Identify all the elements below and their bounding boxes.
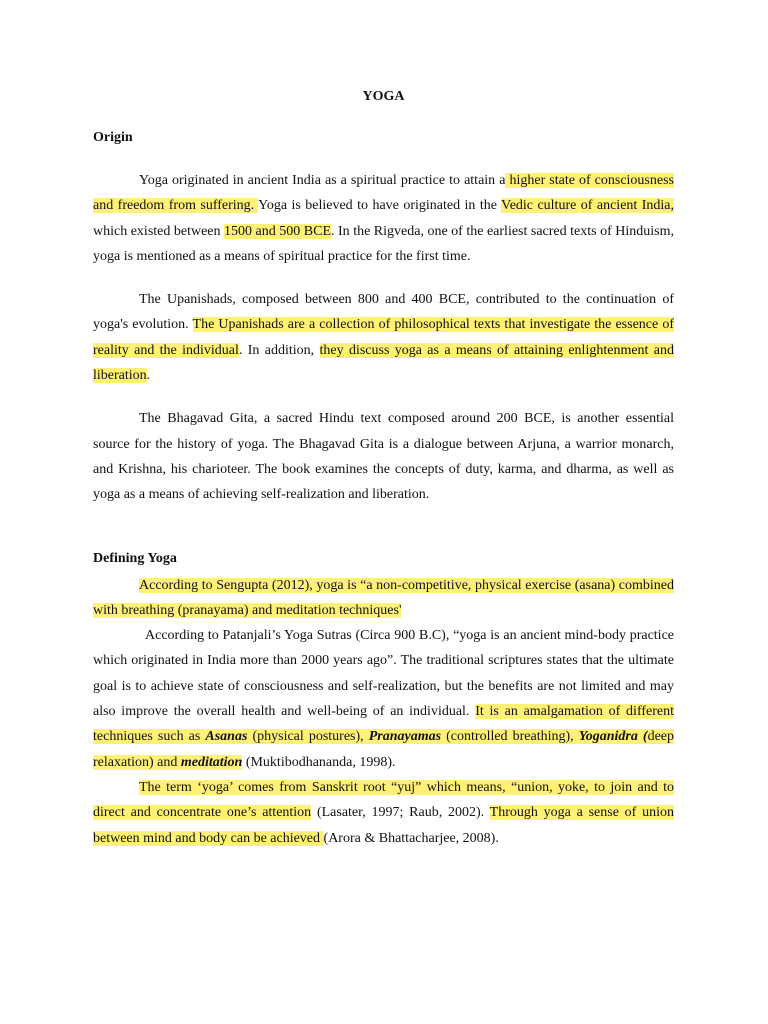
paragraph-defining-2 [93,623,674,775]
highlighted-text: 1500 and 500 BCE [224,223,332,239]
highlighted-bold-italic-text: Pranayamas [368,729,442,745]
section-heading-defining-yoga: Defining Yoga [93,550,177,566]
text-segment: (Lasater, 1997; Raub, 2002). [311,805,490,821]
text-segment: The Bhagavad Gita, a sacred Hindu text composed around 200 BCE, is another essential source for the history of yoga. The Bhagavad Gita is a dialogue between Arjuna, a warrior monarch, and Krishna, his charioteer. The book examines the concepts of duty, karma, and dharma, as well as yoga as a means of achieving self-realization and liberation. [93,411,674,503]
highlighted-bold-italic-text: meditation [180,754,243,770]
highlighted-text: they discuss yoga as a means of attaining enlightenment and liberation [93,342,675,384]
highlighted-text: Vedic culture of ancient India, [501,198,674,214]
highlighted-text: The Upanishads are a collection of philosophical texts that investigate the essence of reality and the individual [93,317,674,358]
text-segment: . In addition, [238,342,320,358]
section-heading-origin: Origin [93,130,133,145]
paragraph-defining-3 [93,775,674,851]
text-segment: (Muktibodhananda, 1998). [242,754,396,770]
highlighted-text: The term ‘yoga’ comes from Sanskrit root “yuj” which means, “union, yoke, to join and to direct and concentrate one’s attention [93,779,674,821]
paragraph-origin-2 [93,287,674,388]
text-segment: . In the Rigveda, one of the earliest sacred texts of Hinduism, yoga is mentioned as a means of spiritual practice for the first time. [93,223,675,264]
text-segment: . [146,368,151,384]
text-segment: Yoga originated in ancient India as a spiritual practice to attain a [139,173,506,188]
document-title: YOGA [362,89,405,104]
paragraph-defining-1 [93,573,674,624]
document-page [93,84,674,851]
paragraph-origin-1 [93,168,674,269]
text-segment: According to Patanjali’s Yoga Sutras (Circa 900 B.C), “yoga is an ancient mind-body practice which originated in India more than 2000 years ago”. The traditional scriptures states that the ultimate goal is to achieve state of consciousness and self-realization, but the benefits are not limited and may also improve the overall health and well-being of an individual. [93,628,674,720]
highlighted-text: higher state of consciousness and freedom from suffering. [93,173,674,214]
paragraph-origin-3 [93,406,674,507]
highlighted-text: deep relaxation) and [93,729,675,770]
highlighted-text: (physical postures), [247,729,369,745]
highlighted-text: Through yoga a sense of union between mind and body can be achieved [93,805,674,846]
text-segment: Yoga is believed to have originated in the [258,198,502,214]
highlighted-bold-italic-text: Asanas [205,729,248,745]
text-segment: (Arora & Bhattacharjee, 2008). [323,830,499,846]
highlighted-text: (controlled breathing), [441,729,579,745]
highlighted-text: According to Sengupta (2012), yoga is “a non-competitive, physical exercise (asana) combined with breathing (pranayama) and meditation techniques' [93,577,674,618]
text-segment: The Upanishads, composed between 800 and 400 BCE, contributed to the continuation of yoga's evolution. [93,292,674,333]
highlighted-text: It is an amalgamation of different techniques such as [93,704,674,745]
text-segment: which existed between [93,223,225,239]
highlighted-bold-italic-text: Yoganidra ( [578,729,648,745]
